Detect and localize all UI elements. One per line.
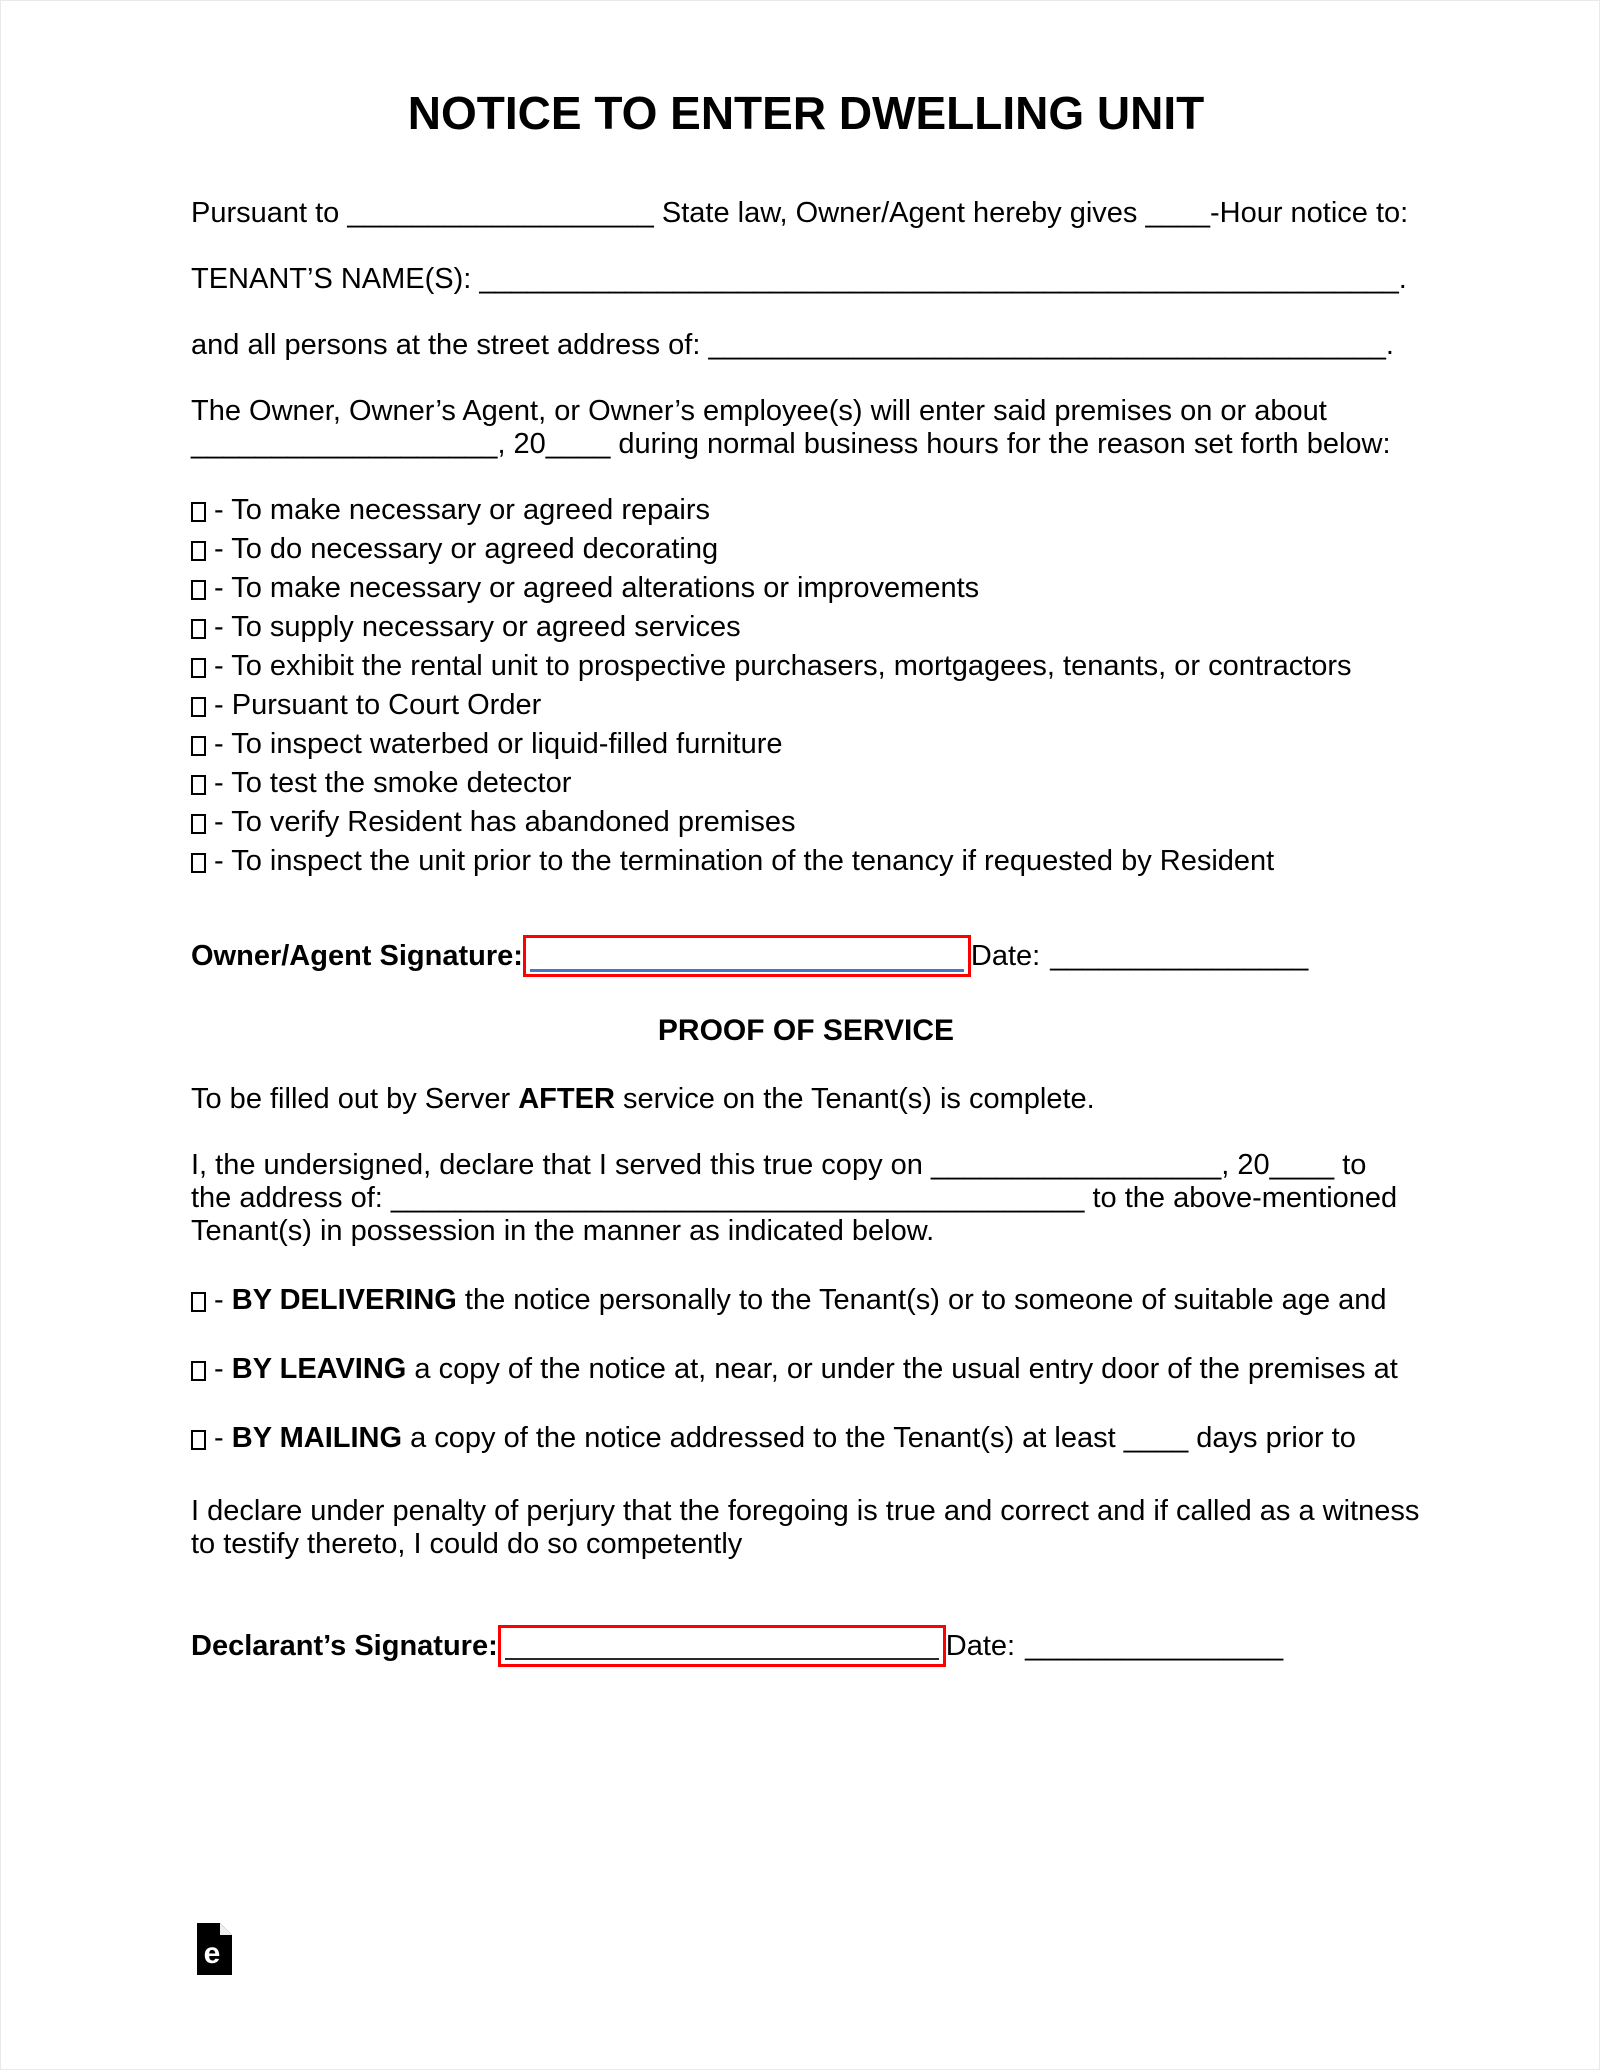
- text: to testify thereto, I could do so competently: [191, 1528, 743, 1560]
- service-method-by-delivering: [191, 1284, 1421, 1317]
- bold-text: BY DELIVERING: [231, 1284, 457, 1316]
- text: -: [206, 1422, 232, 1454]
- text: -: [206, 1284, 232, 1316]
- text: I declare under penalty of perjury that the foregoing is true and correct and if called as a witness: [191, 1495, 1420, 1527]
- declarant-date-label: Date:: [945, 1629, 1016, 1662]
- text-line: [191, 1284, 1421, 1317]
- text: the notice personally to the Tenant(s) or to someone of suitable age and: [456, 1284, 1387, 1316]
- entry-reason-item: - To test the smoke detector: [191, 764, 1421, 803]
- checkbox-icon[interactable]: [191, 814, 206, 834]
- owner-signature-field[interactable]: [523, 935, 971, 977]
- entry-reasons-list: [191, 491, 1421, 881]
- text-line: [191, 1495, 1421, 1528]
- checkbox-icon[interactable]: [191, 580, 206, 600]
- checkbox-icon[interactable]: [191, 736, 206, 756]
- served-declaration: [191, 1149, 1421, 1248]
- entry-reason-item: - Pursuant to Court Order: [191, 686, 1421, 725]
- svg-text:e: e: [203, 1937, 221, 1970]
- declarant-date-blank: ________________: [1025, 1629, 1284, 1662]
- service-method-by-leaving: [191, 1353, 1421, 1386]
- owner-signature-label: Owner/Agent Signature:: [191, 939, 523, 972]
- entry-paragraph: [191, 395, 1421, 461]
- bold-text: BY LEAVING: [231, 1353, 407, 1385]
- eforms-logo: [197, 1923, 232, 1975]
- checkbox-icon[interactable]: [191, 541, 206, 561]
- perjury-paragraph: [191, 1495, 1421, 1561]
- owner-date-label: Date:: [970, 939, 1041, 972]
- checkbox-icon[interactable]: [191, 775, 206, 795]
- entry-reason-item: - To make necessary or agreed alterations or improvements: [191, 569, 1421, 608]
- service-method-by-mailing: [191, 1422, 1421, 1455]
- text-line: [191, 1149, 1421, 1182]
- bold-text: AFTER: [518, 1083, 615, 1115]
- declarant-signature-label: Declarant’s Signature:: [191, 1629, 498, 1662]
- signature-underline: [505, 1658, 939, 1660]
- declarant-signature-row: [191, 1623, 1421, 1669]
- text: a copy of the notice at, near, or under the usual entry door of the premises at: [406, 1353, 1398, 1385]
- tenant-name-line: TENANT’S NAME(S): _________________________________________________________.: [191, 263, 1407, 295]
- text: Tenant(s) in possession in the manner as indicated below.: [191, 1215, 935, 1247]
- entry-reason-item: - To inspect the unit prior to the termination of the tenancy if requested by Resident: [191, 842, 1421, 881]
- text-line: [191, 1215, 1421, 1248]
- bold-text: BY MAILING: [231, 1422, 403, 1454]
- checkbox-icon[interactable]: [191, 502, 206, 522]
- text: a copy of the notice addressed to the Tenant(s) at least ____ days prior to: [402, 1422, 1356, 1454]
- owner-date-blank: ________________: [1050, 939, 1309, 972]
- entry-reason-item: - To make necessary or agreed repairs: [191, 491, 1421, 530]
- text-line: [191, 428, 1421, 461]
- checkbox-icon[interactable]: [191, 697, 206, 717]
- signature-underline: [530, 969, 964, 972]
- text: ___________________, 20____ during normal business hours for the reason set forth below:: [191, 428, 1391, 460]
- text: service on the Tenant(s) is complete.: [614, 1083, 1095, 1115]
- text-line: [191, 1422, 1421, 1455]
- text: the address of: ___________________________________________ to the above-mentioned: [191, 1182, 1398, 1214]
- checkbox-icon[interactable]: [191, 1292, 206, 1312]
- service-methods: [191, 1284, 1421, 1455]
- entry-reason-item: - To do necessary or agreed decorating: [191, 530, 1421, 569]
- text: I, the undersigned, declare that I served this true copy on __________________, 20____ to: [191, 1149, 1367, 1181]
- text-line: [191, 1182, 1421, 1215]
- server-note: [191, 1083, 1421, 1116]
- text-line: [191, 395, 1421, 428]
- checkbox-icon[interactable]: [191, 658, 206, 678]
- text-line: [191, 1353, 1421, 1386]
- text: The Owner, Owner’s Agent, or Owner’s employee(s) will enter said premises on or about: [191, 395, 1327, 427]
- document-page-icon: [197, 1923, 232, 1975]
- intro-line: Pursuant to ___________________ State law, Owner/Agent hereby gives ____-Hour notice to:: [191, 197, 1409, 229]
- proof-of-service-heading: PROOF OF SERVICE: [657, 1014, 955, 1047]
- entry-reason-item: - To inspect waterbed or liquid-filled furniture: [191, 725, 1421, 764]
- checkbox-icon[interactable]: [191, 1361, 206, 1381]
- declarant-signature-field[interactable]: [498, 1625, 946, 1667]
- document-content: [191, 1, 1421, 1669]
- text: To be filled out by Server: [191, 1083, 519, 1115]
- text: -: [206, 1353, 232, 1385]
- document-title: NOTICE TO ENTER DWELLING UNIT: [407, 87, 1205, 139]
- checkbox-icon[interactable]: [191, 619, 206, 639]
- street-address-line: and all persons at the street address of: __________________________________________.: [191, 329, 1394, 361]
- entry-reason-item: - To verify Resident has abandoned premises: [191, 803, 1421, 842]
- checkbox-icon[interactable]: [191, 853, 206, 873]
- entry-reason-item: - To supply necessary or agreed services: [191, 608, 1421, 647]
- text-line: [191, 1528, 1421, 1561]
- text-line: [191, 1083, 1421, 1116]
- owner-signature-row: [191, 933, 1421, 979]
- entry-reason-item: - To exhibit the rental unit to prospective purchasers, mortgagees, tenants, or contractors: [191, 647, 1421, 686]
- checkbox-icon[interactable]: [191, 1430, 206, 1450]
